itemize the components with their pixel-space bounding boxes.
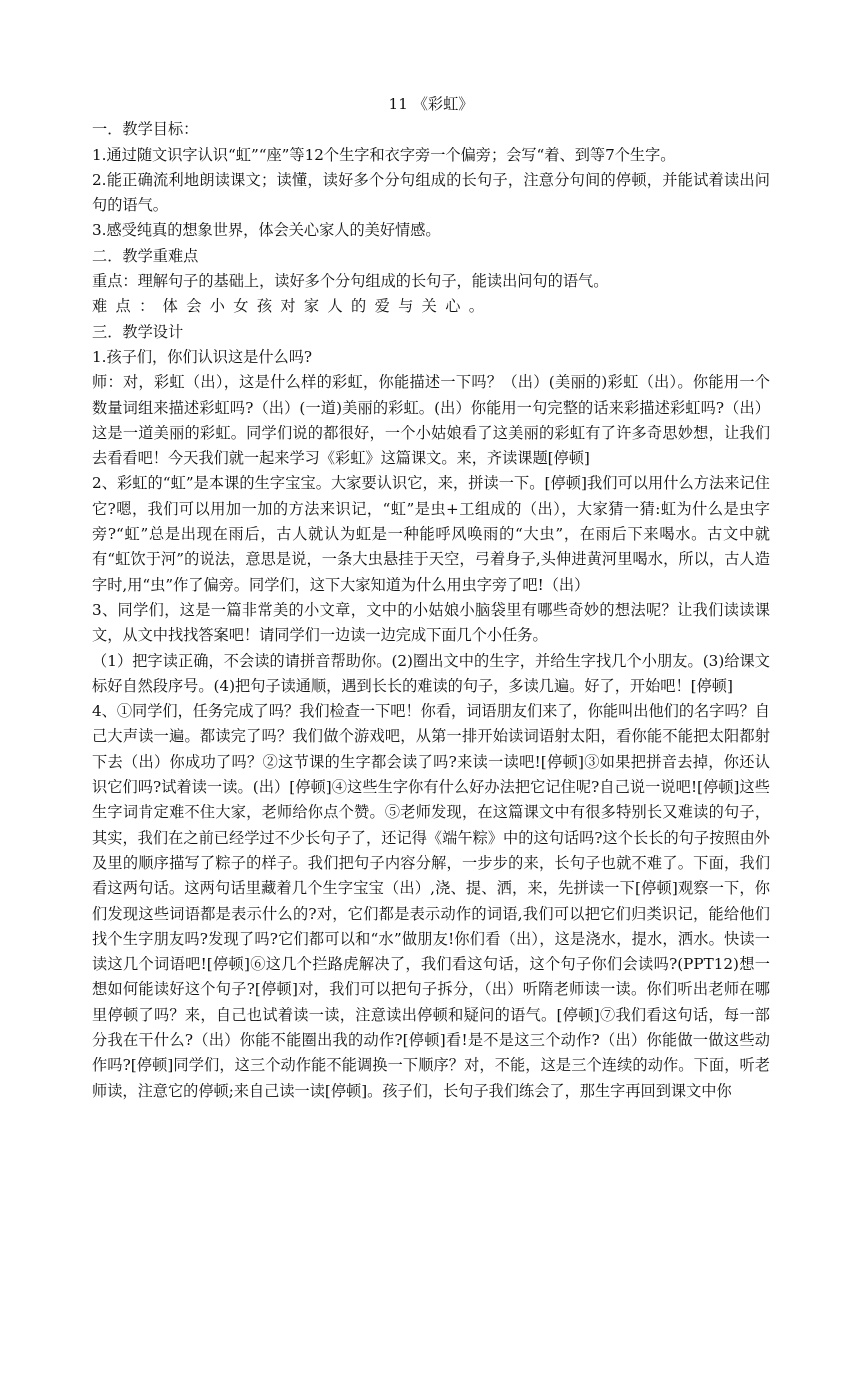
design-step-4: 4、①同学们，任务完成了吗？我们检查一下吧！你看，词语朋友们来了，你能叫出他们的名字吗？自己大声读一遍。都读完了吗？我们做个游戏吧，从第一排开始读词语射太阳，看你能不能把太阳都射下去（出）你成功了吗？②这节课的生字都会读了吗?来读一读吧![停顿]③如果把拼音去掉，你还认识它们吗?试着读一读。(出）[停顿]④这些生字你有什么好办法把它记住呢?自己说一说吧![停顿]这些生字词肯定难不住大家，老师给你点个赞。⑤老师发现，在这篇课文中有很多特别长又难读的句子，其实，我们在之前已经学过不少长句子了，还记得《端午粽》中的这句话吗?这个长长的句子按照由外及里的顺序描写了粽子的样子。我们把句子内容分解，一步步的来，长句子也就不难了。下面，我们看这两句话。这两句话里藏着几个生字宝宝（出）,浇、提、洒，来，先拼读一下[停顿]观察一下，你们发现这些词语都是表示什么的?对，它们都是表示动作的词语,我们可以把它们归类识记，能给他们找个生字朋友吗?发现了吗?它们都可以和“水”做朋友!你们看（出），这是浇水，提水，洒水。快读一读这几个词语吧![停顿]⑥这几个拦路虎解决了，我们看这句话，这个句子你们会读吗?(PPT12)想一想如何能读好这个句子?[停顿]对，我们可以把句子拆分，（出）听隋老师读一读。你们听出老师在哪里停顿了吗？来，自己也试着读一读，注意读出停顿和疑问的语气。[停顿]⑦我们看这句话，每一部分我在干什么?（出）你能不能圈出我的动作?[停顿]看!是不是这三个动作?（出）你能做一做这些动作吗?[停顿]同学们，这三个动作能不能调换一下顺序？对，不能，这是三个连续的动作。下面，听老师读，注意它的停顿;来自己读一读[停顿]。孩子们，长句子我们练会了，那生字再回到课文中你 bbox=[92, 702, 770, 1100]
design-step-1-detail: 师：对，彩虹（出），这是什么样的彩虹，你能描述一下吗？（出）(美丽的)彩虹（出）。你能用一个数量词组来描述彩虹吗?（出）(一道)美丽的彩虹。(出）你能用一句完整的话来彩描述彩虹吗?（出）这是一道美丽的彩虹。同学们说的都很好，一个小姑娘看了这美丽的彩虹有了许多奇思妙想，让我们去看看吧！今天我们就一起来学习《彩虹》这篇课文。来，齐读课题[停顿] bbox=[92, 373, 770, 468]
design-step-3-tasks: （1）把字读正确，不会读的请拼音帮助你。(2)圈出文中的生字，并给生字找几个小朋友。(3)给课文标好自然段序号。(4)把句子读通顺，遇到长长的难读的句子，多读几遍。好了，开始吧！[停顿] bbox=[92, 651, 770, 695]
section-heading-objectives: 一．教学目标： bbox=[92, 120, 199, 139]
section-heading-key-points: 二．教学重难点 bbox=[92, 246, 199, 265]
objective-3: 3.感受纯真的想象世界，体会关心家人的美好情感。 bbox=[92, 221, 441, 240]
difficult-point: 难点：体会小女孩对家人的爱与关心。 bbox=[92, 297, 493, 316]
objective-2: 2.能正确流利地朗读课文；读懂，读好多个分句组成的长句子，注意分句间的停顿，并能试着读出问句的语气。 bbox=[92, 170, 770, 215]
design-step-3: 3、同学们，这是一篇非常美的小文章，文中的小姑娘小脑袋里有哪些奇妙的想法呢？让我们读读课文，从文中找找答案吧！请同学们一边读一边完成下面几个小任务。 bbox=[92, 600, 770, 645]
document-title: 11 《彩虹》 bbox=[388, 95, 474, 113]
objective-1: 1.通过随文识字认识“虹”“座”等12个生字和衣字旁一个偏旁；会写“着、到等7个生字。 bbox=[92, 145, 676, 164]
document-page bbox=[92, 92, 770, 1104]
key-point: 重点：理解句子的基础上，读好多个分句组成的长句子，能读出问句的语气。 bbox=[92, 272, 609, 291]
design-step-1: 1.孩子们，你们认识这是什么吗? bbox=[92, 347, 313, 366]
design-step-2: 2、彩虹的“虹”是本课的生字宝宝。大家要认识它，来，拼读一下。[停顿]我们可以用什么方法来记住它?嗯，我们可以用加一加的方法来识记，“虹”是虫+工组成的（出），大家猜一猜:虹为什么是虫字旁?“虹”总是出现在雨后，古人就认为虹是一种能呼风唤雨的“大虫”，在雨后下来喝水。古文中就有“虹饮于河”的说法，意思是说，一条大虫悬挂于天空，弓着身子,头伸进黄河里喝水，所以，古人造字时,用“虫”作了偏旁。同学们，这下大家知道为什么用虫字旁了吧!（出） bbox=[92, 474, 770, 594]
section-heading-design: 三．教学设计 bbox=[92, 322, 184, 341]
